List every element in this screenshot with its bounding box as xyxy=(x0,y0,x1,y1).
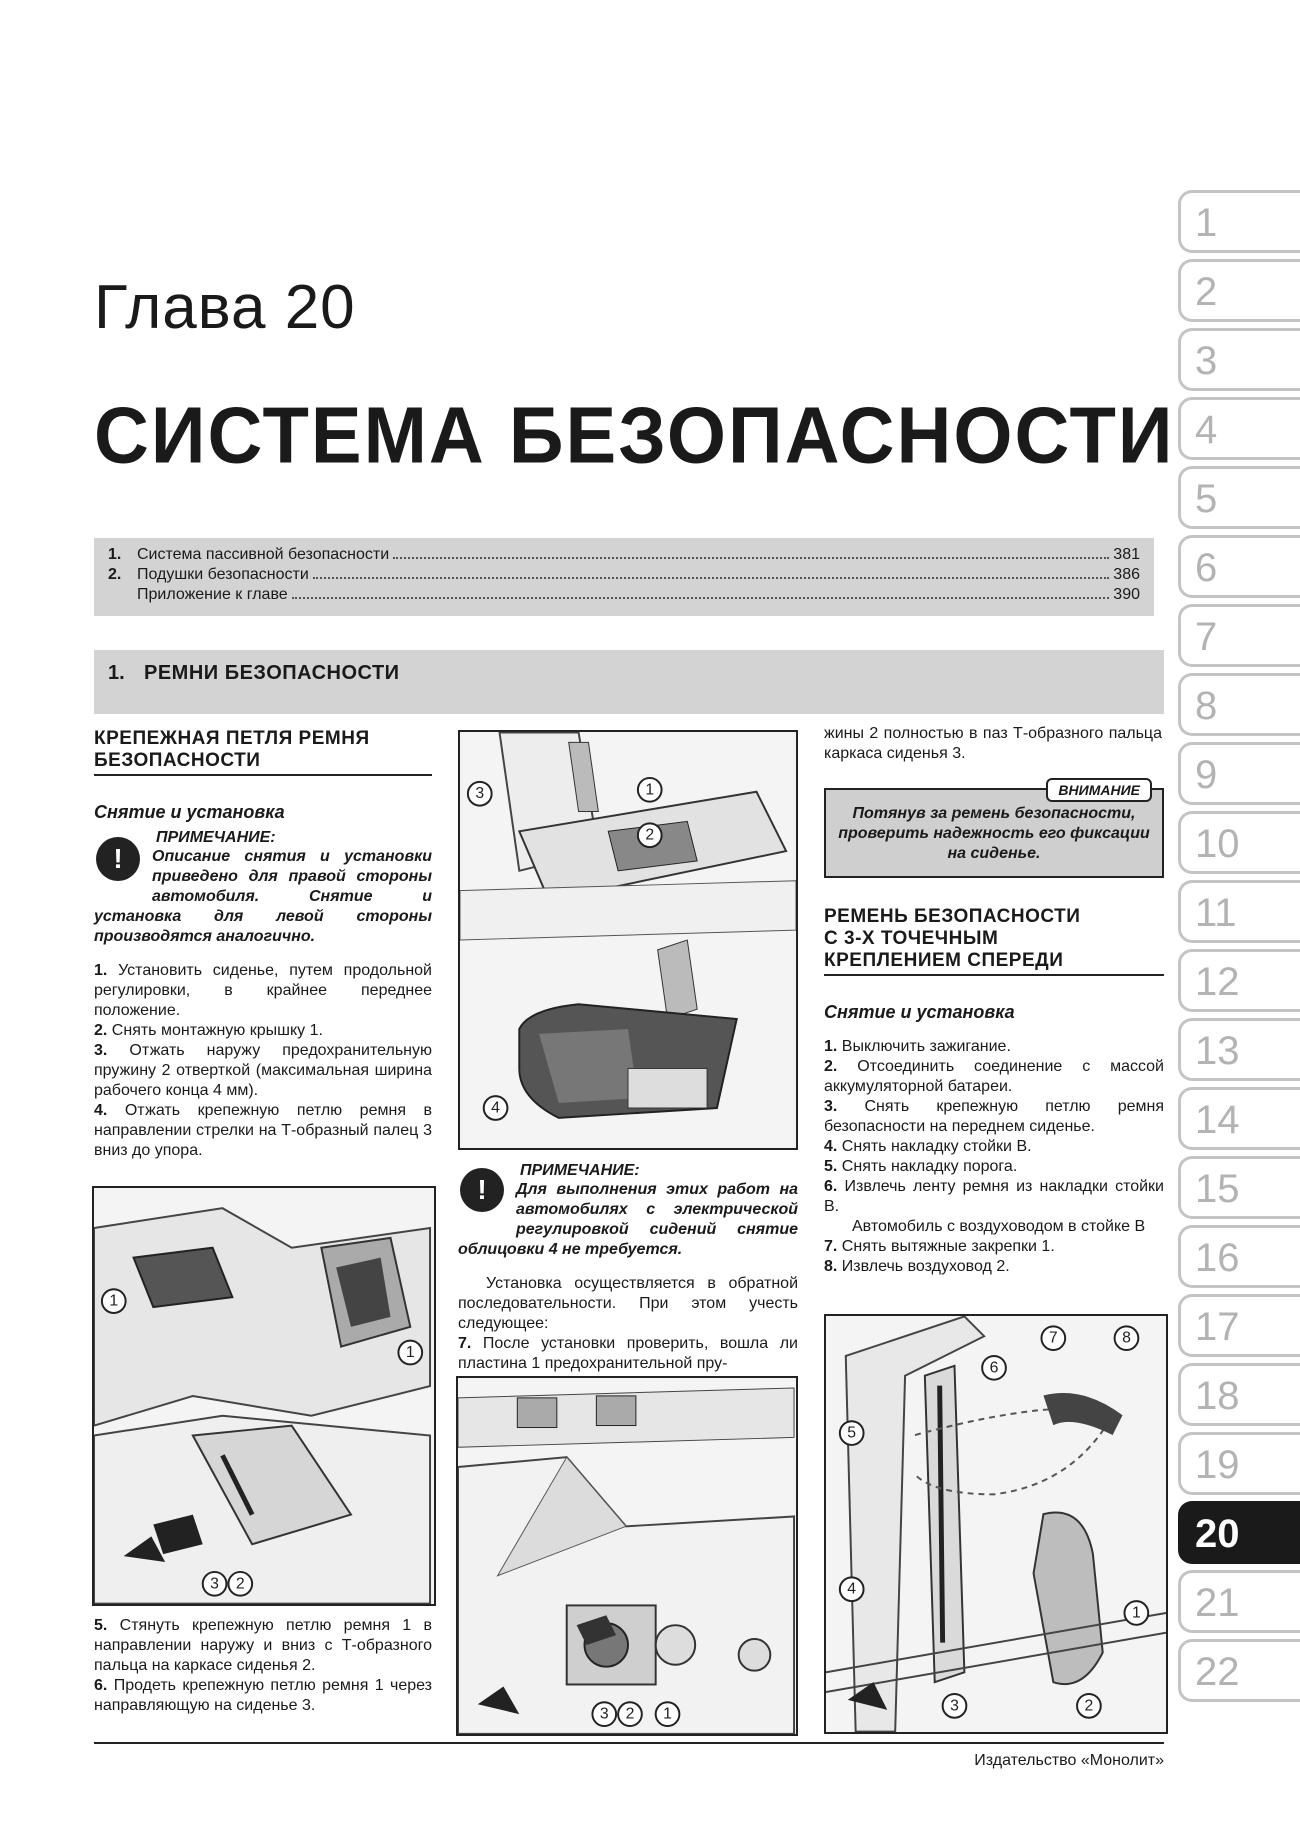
chapter-tab-label: 20 xyxy=(1195,1512,1240,1556)
callout-4 xyxy=(484,1096,508,1120)
chapter-tab-label: 12 xyxy=(1195,960,1240,1004)
chapter-tab-label: 9 xyxy=(1195,753,1218,797)
figure-seat-belt-loop-removal xyxy=(92,1186,436,1606)
body-paragraph: Установка осуществляется в обратной последовательности. При этом учесть следующее: xyxy=(458,1275,798,1332)
chapter-tab-2[interactable] xyxy=(1178,259,1300,322)
figure-spring-plate-check xyxy=(456,1376,798,1736)
toc-title: Подушки безопасности xyxy=(137,566,309,583)
list-item: 7. После установки проверить, вошла ли пластина 1 предохранительной пру- xyxy=(458,1335,798,1372)
figure-illustration xyxy=(460,732,796,1148)
heading-rule xyxy=(824,974,1164,976)
list-item: 5. Стянуть крепежную петлю ремня 1 в направлении наружу и вниз с Т-образного пальца на каркасе сиденья 2. xyxy=(94,1617,432,1674)
svg-text:3: 3 xyxy=(210,1575,219,1593)
column-2-text xyxy=(458,1162,798,1374)
svg-text:1: 1 xyxy=(109,1292,119,1310)
chapter-tab-label: 18 xyxy=(1195,1374,1240,1418)
chapter-tab-label: 21 xyxy=(1195,1581,1240,1625)
svg-text:1: 1 xyxy=(663,1705,672,1723)
toc-num: 1. xyxy=(108,546,122,563)
toc-num: 2. xyxy=(108,566,122,583)
list-item: 4. Снять накладку стойки В. xyxy=(824,1138,1032,1155)
toc-leader xyxy=(292,597,1110,599)
warning-text: Потянув за ремень безопасности, проверить надежность его фиксации на сиденье. xyxy=(838,805,1150,862)
subsection-heading xyxy=(94,728,432,772)
note-text xyxy=(94,847,432,947)
svg-text:8: 8 xyxy=(1122,1329,1131,1347)
heading-line: БЕЗОПАСНОСТИ xyxy=(94,750,261,771)
list-item: 3. Снять крепежную петлю ремня безопасности на переднем сиденье. xyxy=(824,1098,1164,1135)
toc-title: Система пассивной безопасности xyxy=(137,546,390,563)
column-3-text xyxy=(824,906,1164,1277)
heading-line: КРЕПЛЕНИЕМ СПЕРЕДИ xyxy=(824,950,1064,971)
heading-line: С 3-Х ТОЧЕЧНЫМ xyxy=(824,928,999,949)
section-number: 1. xyxy=(108,662,125,684)
toc-page: 386 xyxy=(1113,566,1140,583)
steps-list xyxy=(824,1037,1164,1277)
list-item: 1. Установить сиденье, путем продольной регулировки, в крайнее переднее положение. xyxy=(94,962,432,1019)
chapter-tab-label: 5 xyxy=(1195,477,1218,521)
chapter-tab-label: 8 xyxy=(1195,684,1218,728)
list-item: 7. Снять вытяжные закрепки 1. xyxy=(824,1238,1055,1255)
svg-text:4: 4 xyxy=(491,1099,500,1117)
toc-leader xyxy=(393,557,1109,559)
warning-box xyxy=(824,782,1164,878)
section-title: РЕМНИ БЕЗОПАСНОСТИ xyxy=(144,662,400,684)
procedure-subheading: Снятие и установка xyxy=(824,1002,1015,1022)
chapter-tab-5[interactable] xyxy=(1178,466,1300,529)
list-item: 5. Снять накладку порога. xyxy=(824,1158,1018,1175)
toc-leader xyxy=(313,577,1110,579)
svg-text:3: 3 xyxy=(950,1697,959,1715)
svg-text:5: 5 xyxy=(847,1424,857,1442)
chapter-tab-9[interactable] xyxy=(1178,742,1300,805)
column-1 xyxy=(94,728,432,1161)
callout-2 xyxy=(1077,1694,1101,1718)
figure-illustration xyxy=(826,1316,1166,1732)
chapter-tab-label: 7 xyxy=(1195,615,1218,659)
svg-text:6: 6 xyxy=(989,1359,999,1377)
svg-text:2: 2 xyxy=(235,1575,245,1593)
callout-2 xyxy=(228,1572,252,1596)
list-item: 4. Отжать крепежную петлю ремня в направлении стрелки на Т-образный палец 3 вниз до упора. xyxy=(94,1102,432,1159)
figure-b-pillar-duct xyxy=(824,1314,1168,1734)
list-item: 3. Отжать наружу предохранительную пружину 2 отверткой (максимальная ширина рабочего конца 4 мм). xyxy=(94,1042,432,1099)
list-item: 1. Выключить зажигание. xyxy=(824,1038,1011,1055)
callout-4 xyxy=(840,1577,864,1601)
note-text-content: Описание снятия и установки приведено для правой стороны автомобиля. Снятие и установка для левой стороны производятся аналогично. xyxy=(94,848,432,945)
callout-3 xyxy=(203,1572,227,1596)
chapter-tabs xyxy=(1178,190,1300,1708)
chapter-tab-label: 4 xyxy=(1195,408,1218,452)
toc-row[interactable] xyxy=(94,566,1154,586)
chapter-tab-16[interactable] xyxy=(1178,1225,1300,1288)
chapter-tab-label: 17 xyxy=(1195,1305,1240,1349)
svg-text:2: 2 xyxy=(625,1705,635,1723)
chapter-tab-label: 19 xyxy=(1195,1443,1240,1487)
note-title: ПРИМЕЧАНИЕ: xyxy=(156,829,276,846)
note-text-content: Для выполнения этих работ на автомобилях с электрической регулировкой сидений снятие облицовки 4 не требуется. xyxy=(458,1181,798,1258)
continuation-text: жины 2 полностью в паз Т-образного пальца каркаса сиденья 3. xyxy=(824,725,1162,762)
chapter-tab-19[interactable] xyxy=(1178,1432,1300,1495)
chapter-tab-10[interactable] xyxy=(1178,811,1300,874)
list-item: 8. Извлечь воздуховод 2. xyxy=(824,1258,1010,1275)
procedure-subheading: Снятие и установка xyxy=(94,802,285,822)
figure-illustration xyxy=(458,1378,796,1734)
chapter-tab-label: 1 xyxy=(1195,201,1218,245)
toc-row[interactable] xyxy=(94,586,1154,606)
callout-5 xyxy=(840,1421,864,1445)
note-block xyxy=(94,829,432,947)
chapter-tab-label: 16 xyxy=(1195,1236,1240,1280)
svg-text:1: 1 xyxy=(405,1344,415,1362)
list-item: 6. Продеть крепежную петлю ремня 1 через направляющую на сиденье 3. xyxy=(94,1677,432,1714)
publisher-footer: Издательство «Монолит» xyxy=(974,1752,1164,1769)
toc-row[interactable] xyxy=(94,546,1154,566)
chapter-tab-4[interactable] xyxy=(1178,397,1300,460)
chapter-tab-label: 6 xyxy=(1195,546,1218,590)
callout-3 xyxy=(468,782,492,806)
chapter-tab-17[interactable] xyxy=(1178,1294,1300,1357)
callout-6 xyxy=(982,1356,1006,1380)
callout-1 xyxy=(656,1702,680,1726)
chapter-tab-11[interactable] xyxy=(1178,880,1300,943)
note-title: ПРИМЕЧАНИЕ: xyxy=(520,1162,640,1179)
note-block xyxy=(458,1162,798,1260)
list-item: 2. Отсоединить соединение с массой аккумуляторной батареи. xyxy=(824,1058,1164,1095)
callout-8 xyxy=(1115,1326,1139,1350)
callout-1b xyxy=(398,1341,422,1365)
heading-rule xyxy=(94,774,432,776)
heading-line: КРЕПЕЖНАЯ ПЕТЛЯ РЕМНЯ xyxy=(94,728,370,749)
chapter-tab-12[interactable] xyxy=(1178,949,1300,1012)
toc-page: 381 xyxy=(1113,546,1140,563)
svg-text:1: 1 xyxy=(1131,1604,1141,1622)
chapter-tab-label: 3 xyxy=(1195,339,1218,383)
svg-text:4: 4 xyxy=(847,1580,857,1598)
figure-illustration xyxy=(94,1188,434,1604)
callout-2 xyxy=(618,1702,642,1726)
chapter-number: Глава 20 xyxy=(94,273,356,342)
chapter-tab-label: 13 xyxy=(1195,1029,1240,1073)
chapter-tab-label: 11 xyxy=(1195,891,1237,935)
callout-2 xyxy=(638,823,662,847)
callout-3 xyxy=(592,1702,616,1726)
chapter-tab-label: 22 xyxy=(1195,1650,1240,1694)
callout-1 xyxy=(1124,1601,1148,1625)
list-item: Автомобиль с воздуховодом в стойке В xyxy=(852,1218,1146,1235)
steps-list xyxy=(94,961,432,1161)
svg-text:3: 3 xyxy=(599,1705,609,1723)
chapter-tab-15[interactable] xyxy=(1178,1156,1300,1219)
heading-line: РЕМЕНЬ БЕЗОПАСНОСТИ xyxy=(824,906,1081,927)
chapter-tab-18[interactable] xyxy=(1178,1363,1300,1426)
table-of-contents xyxy=(94,538,1154,616)
chapter-tab-21[interactable] xyxy=(1178,1570,1300,1633)
svg-text:3: 3 xyxy=(475,785,485,803)
chapter-tab-6[interactable] xyxy=(1178,535,1300,598)
callout-7 xyxy=(1041,1326,1065,1350)
chapter-tab-label: 14 xyxy=(1195,1098,1240,1142)
callout-3 xyxy=(943,1694,967,1718)
subsection-heading xyxy=(824,906,1164,972)
list-item: 6. Извлечь ленту ремня из накладки стойки В. xyxy=(824,1178,1164,1215)
toc-page: 390 xyxy=(1113,586,1140,603)
chapter-tab-13[interactable] xyxy=(1178,1018,1300,1081)
section-bar xyxy=(94,650,1164,714)
svg-text:2: 2 xyxy=(1084,1697,1094,1715)
chapter-tab-22[interactable] xyxy=(1178,1639,1300,1702)
chapter-tab-8[interactable] xyxy=(1178,673,1300,736)
chapter-tab-14[interactable] xyxy=(1178,1087,1300,1150)
list-item: 2. Снять монтажную крышку 1. xyxy=(94,1022,323,1039)
callout-1 xyxy=(102,1289,126,1313)
chapter-tab-7[interactable] xyxy=(1178,604,1300,667)
footer-rule xyxy=(94,1742,1164,1744)
steps-list-continued xyxy=(94,1616,432,1716)
figure-seat-trim-removal xyxy=(458,730,798,1150)
svg-text:2: 2 xyxy=(645,826,655,844)
chapter-title: СИСТЕМА БЕЗОПАСНОСТИ xyxy=(94,390,1175,481)
warning-label: ВНИМАНИЕ xyxy=(1046,778,1152,802)
svg-text:7: 7 xyxy=(1048,1329,1058,1347)
lightbulb-icon: ! xyxy=(460,1168,504,1212)
chapter-tab-label: 10 xyxy=(1195,822,1240,866)
lightbulb-icon: ! xyxy=(96,837,140,881)
svg-text:1: 1 xyxy=(645,781,655,799)
chapter-tab-3[interactable] xyxy=(1178,328,1300,391)
chapter-tab-label: 2 xyxy=(1195,270,1218,314)
chapter-tab-label: 15 xyxy=(1195,1167,1240,1211)
toc-title: Приложение к главе xyxy=(137,586,288,603)
callout-1 xyxy=(638,778,662,802)
chapter-tab-1[interactable] xyxy=(1178,190,1300,253)
chapter-tab-20[interactable] xyxy=(1178,1501,1300,1564)
note-text xyxy=(458,1180,798,1260)
